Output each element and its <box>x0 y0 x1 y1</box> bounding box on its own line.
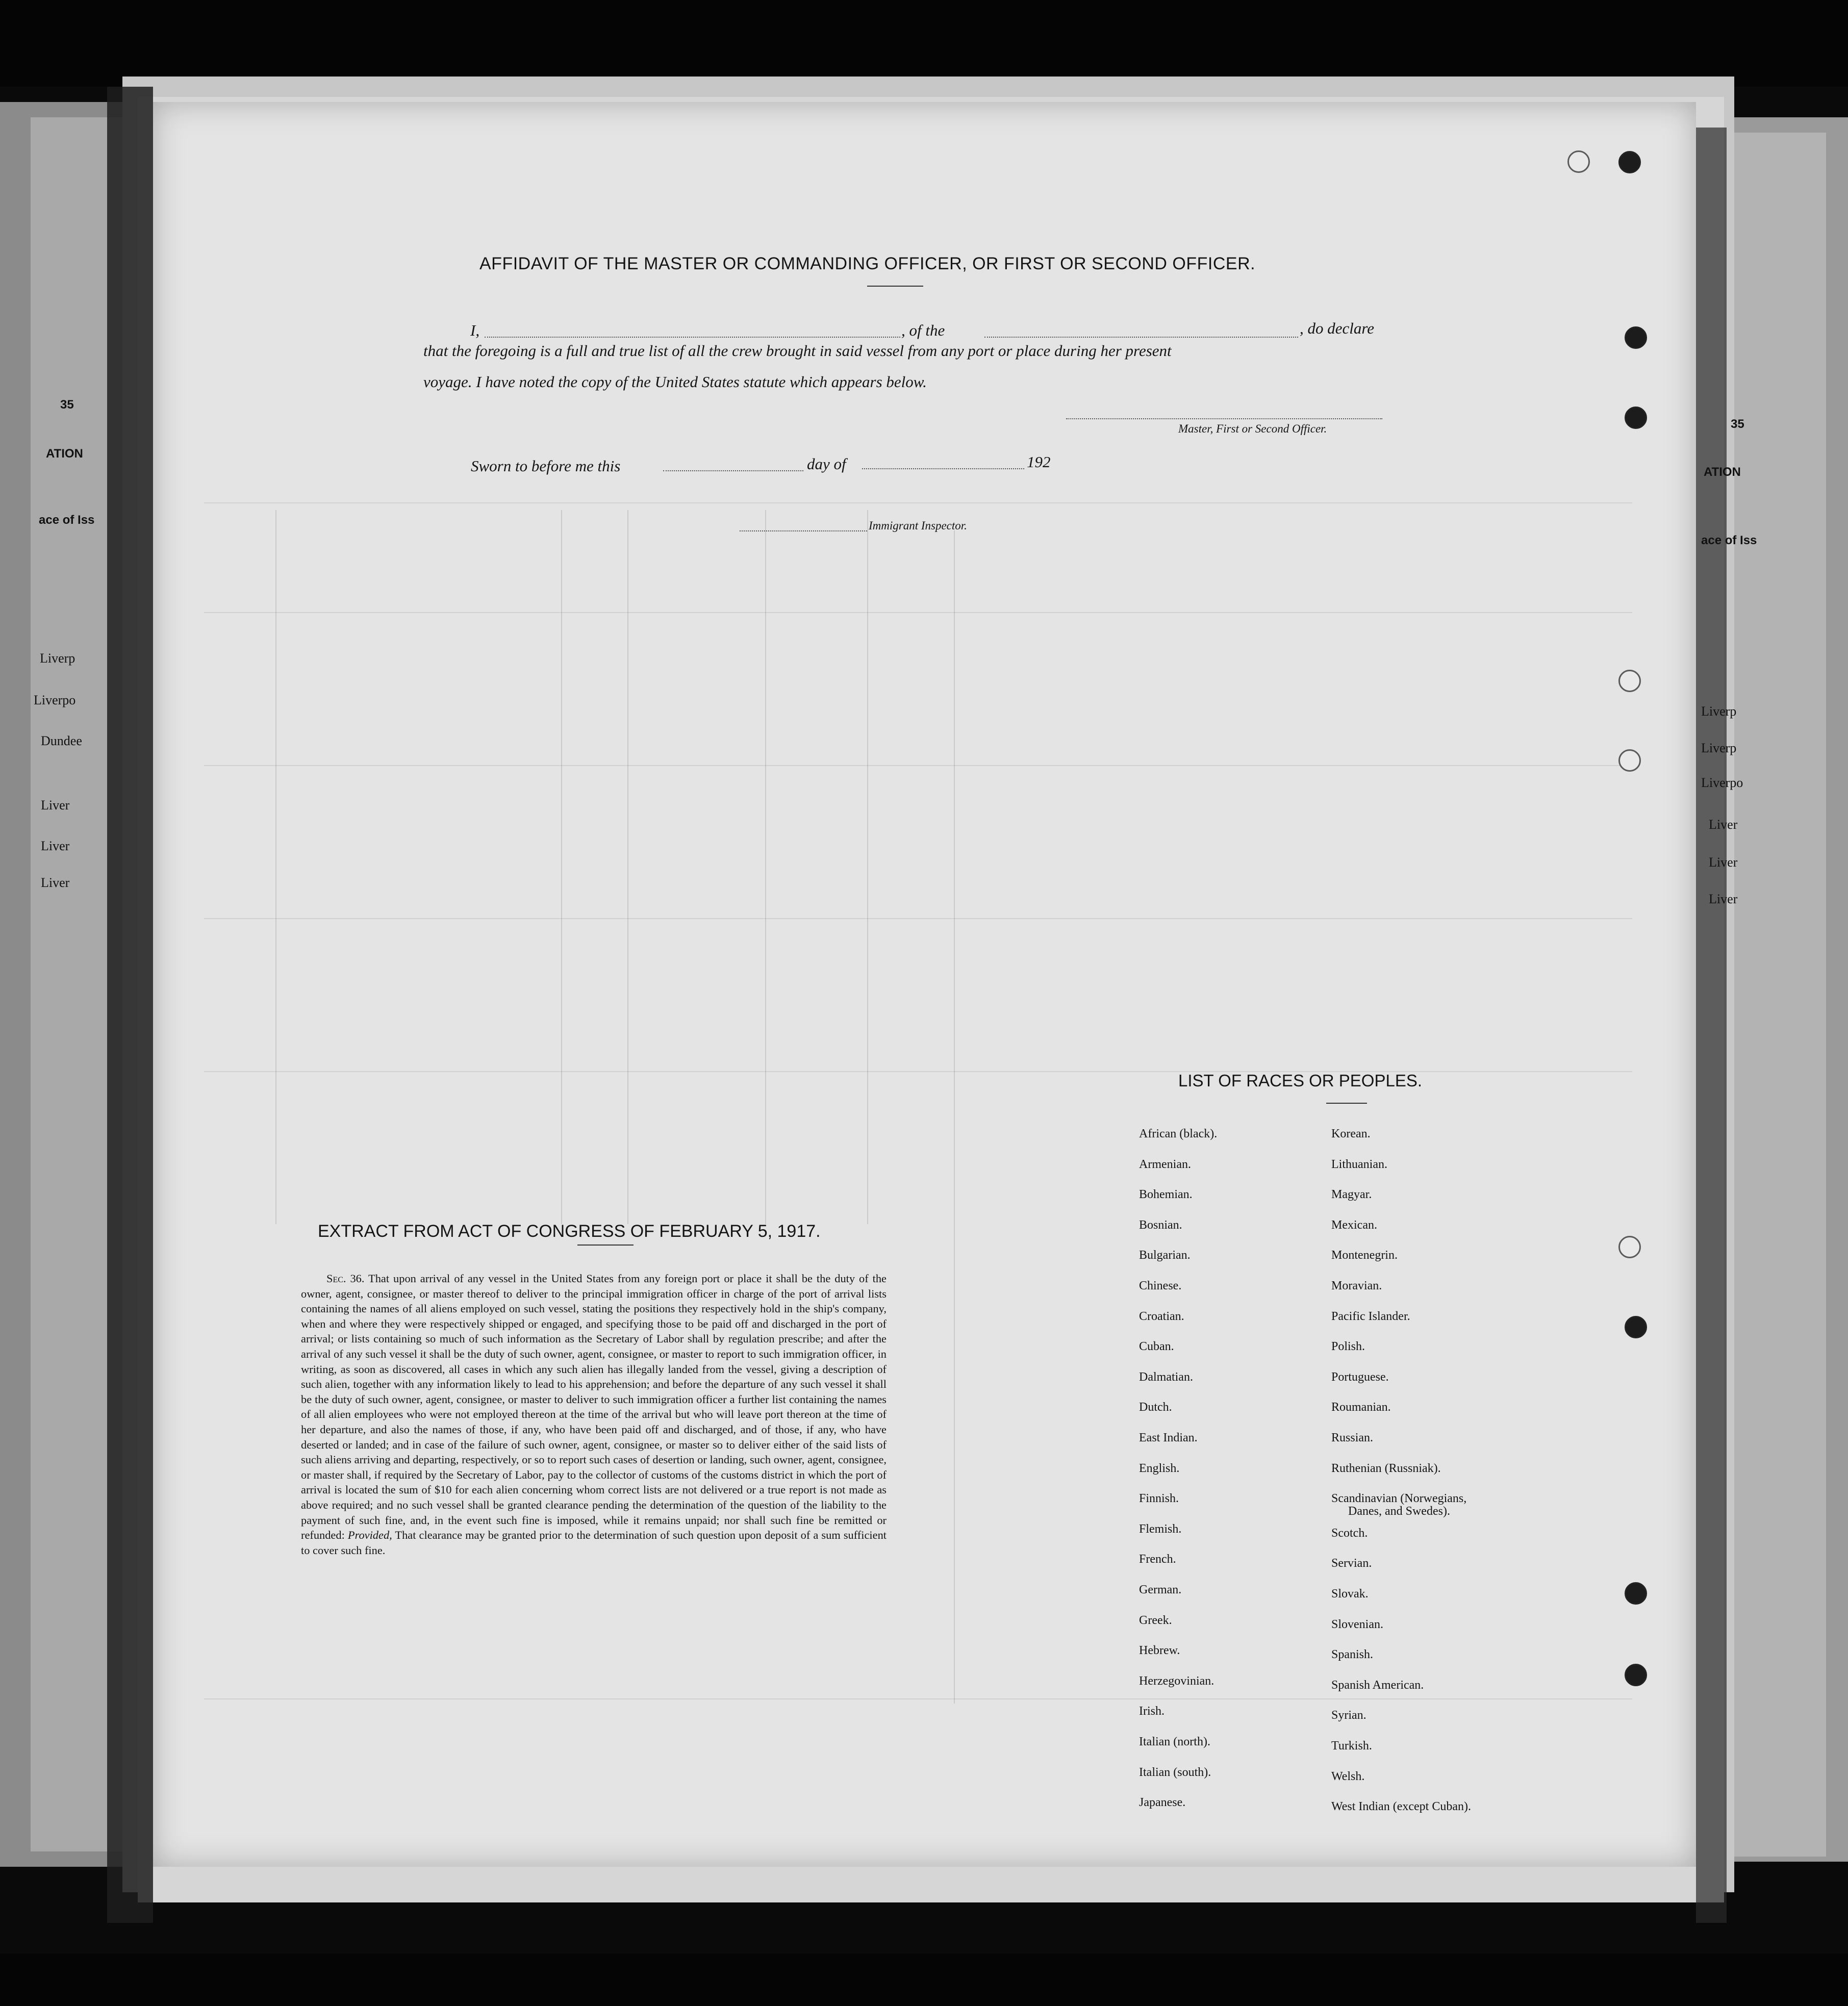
race-item: Slovenian. <box>1331 1617 1383 1631</box>
race-item: Hebrew. <box>1139 1644 1180 1658</box>
master-signature-label: Master, First or Second Officer. <box>1178 422 1327 435</box>
right-column-heading: ATION <box>1704 465 1741 479</box>
punch-hole <box>1625 407 1647 429</box>
left-place: Liverp <box>40 651 75 666</box>
race-item: Russian. <box>1331 1431 1374 1444</box>
punch-hole <box>1618 151 1641 173</box>
left-place: Liverpo <box>34 693 76 707</box>
punch-hole <box>1625 1316 1647 1338</box>
race-item: Italian (north). <box>1139 1735 1210 1748</box>
race-item: Italian (south). <box>1139 1765 1211 1779</box>
race-item: Magyar. <box>1331 1188 1372 1202</box>
race-item: Spanish. <box>1331 1648 1374 1662</box>
race-item: Moravian. <box>1331 1279 1382 1292</box>
race-item: French. <box>1139 1553 1176 1566</box>
affidavit-line-2: that the foregoing is a full and true list of all the crew brought in said vessel from any port or place during her present <box>423 342 1172 360</box>
race-item: African (black). <box>1139 1127 1218 1140</box>
ghost-column-line <box>867 510 868 1224</box>
race-continuation: Danes, and Swedes). <box>1348 1505 1450 1518</box>
races-title: LIST OF RACES OR PEOPLES. <box>1178 1071 1423 1090</box>
right-film-shadow <box>1696 128 1727 1923</box>
affidavit-i: I, <box>470 321 480 339</box>
race-item: Herzegovinian. <box>1139 1674 1214 1688</box>
race-item: Flemish. <box>1139 1522 1182 1536</box>
right-place: Liver <box>1709 817 1738 832</box>
race-item: East Indian. <box>1139 1431 1198 1444</box>
race-item: Montenegrin. <box>1331 1249 1398 1262</box>
race-item: Welsh. <box>1331 1769 1365 1783</box>
ghost-column-line <box>627 510 628 1224</box>
punch-hole <box>1625 1582 1647 1605</box>
right-place: Liver <box>1709 892 1738 906</box>
affidavit-of-the: , of the <box>901 321 945 339</box>
left-page-number: 35 <box>60 398 74 412</box>
sworn-day-blank <box>663 470 803 471</box>
race-item: Croatian. <box>1139 1309 1184 1323</box>
extract-title-underline <box>577 1245 634 1246</box>
master-signature-blank <box>1066 418 1382 419</box>
sworn-year: 192 <box>1027 453 1051 471</box>
race-item: Slovak. <box>1331 1587 1369 1601</box>
race-item: Bohemian. <box>1139 1188 1193 1202</box>
ghost-column-line <box>275 510 276 1224</box>
inspector-signature-blank <box>740 530 867 531</box>
right-column-subheading: ace of Iss <box>1701 534 1757 547</box>
ghost-row-line <box>204 1698 1632 1699</box>
manifest-back-page <box>153 102 1696 1867</box>
race-item: Cuban. <box>1139 1340 1174 1354</box>
sec-36-text <box>301 1271 887 1558</box>
race-item: Finnish. <box>1139 1492 1179 1506</box>
race-item: Greek. <box>1139 1613 1172 1627</box>
left-place: Liver <box>41 798 70 812</box>
affidavit-line-3: voyage. I have noted the copy of the United States statute which appears below. <box>423 373 927 391</box>
race-item: Polish. <box>1331 1340 1365 1354</box>
race-item: Armenian. <box>1139 1157 1191 1171</box>
punch-hole <box>1618 1236 1641 1258</box>
name-blank <box>485 337 900 338</box>
race-item: Ruthenian (Russniak). <box>1331 1461 1441 1475</box>
ghost-row-line <box>204 612 1632 613</box>
ghost-column-line <box>765 510 766 1224</box>
race-item: Servian. <box>1331 1557 1372 1570</box>
punch-hole <box>1567 150 1590 173</box>
scan-top-border <box>0 0 1848 87</box>
race-item: Mexican. <box>1331 1218 1377 1232</box>
race-item: Irish. <box>1139 1705 1165 1718</box>
left-film-shadow <box>107 87 153 1923</box>
right-place: Liverp <box>1701 741 1737 755</box>
race-item: Scandinavian (Norwegians, <box>1331 1492 1467 1506</box>
sworn-month-blank <box>862 468 1024 469</box>
left-place: Dundee <box>41 733 82 748</box>
race-item: Portuguese. <box>1331 1370 1389 1384</box>
ghost-row-line <box>204 502 1632 503</box>
ghost-row-line <box>204 918 1632 919</box>
sec-body-part-2: That clearance may be granted prior to the determination of such question upon deposit of a sum sufficient to cover such fine. <box>301 1529 887 1557</box>
sec-body-part-1: That upon arrival of any vessel in the United States from any foreign port or place it shall be the duty of the owner, agent, consignee, or master thereof to deliver to the principal immigration officer in charge of the port of arrival lists containing the names of all aliens employed on such vessel, stating the positions they respectively hold in the ship's company, when and where they were respectively shipped or engaged, and specifying those to be paid off and discharged in the port of arrival; or lists containing so much of such information as the Secretary of Labor shall by regulation prescribe; and after the arrival of any such vessel it shall be the duty of such owner, agent, consignee, or master to report to such immigration officer, in writing, as soon as discovered, all cases in which any such alien has illegally landed from the vessel, giving a description of such alien, together with any information likely to lead to his apprehension; and before the departure of any such vessel it shall be the duty of such owner, agent, consignee, or master to deliver to such immigration officer a further list containing the names of all alien employees who were not employed thereon at the time of the arrival but who will leave port thereon at the time of her departure, and also the names of those, if any, who have been paid off and discharged, and of those, if any, who have deserted or landed; and in case of the failure of such owner, agent, consignee, or master so to deliver either of the said lists of such aliens arriving and departing, respectively, or so to report such cases of desertion or landing, such owner, agent, consignee, or master shall, if required by the Secretary of Labor, pay to the collector of customs of the customs district in which the port of arrival is located the sum of $10 for each alien concerning whom correct lists are not delivered or a true report is not made as above required; and no such vessel shall be granted clearance pending the determination of the question of the liability to the payment of such fine, and, in the event such fine is imposed, while it remains unpaid; nor shall such fine be remitted or refunded: <box>301 1272 887 1542</box>
race-item: English. <box>1139 1461 1180 1475</box>
race-item: Chinese. <box>1139 1279 1182 1292</box>
punch-hole <box>1618 670 1641 692</box>
race-item: Lithuanian. <box>1331 1157 1387 1171</box>
race-item: Japanese. <box>1139 1796 1186 1810</box>
right-place: Liverpo <box>1701 775 1743 790</box>
left-place: Liver <box>41 875 70 890</box>
race-item: Scotch. <box>1331 1526 1368 1540</box>
affidavit-declare: , do declare <box>1300 319 1375 337</box>
punch-hole <box>1618 749 1641 772</box>
sworn-day-of: day of <box>807 455 846 473</box>
race-item: Bosnian. <box>1139 1218 1182 1232</box>
race-item: Spanish American. <box>1331 1678 1424 1692</box>
right-page-number: 35 <box>1731 417 1744 431</box>
left-column-heading: ATION <box>46 447 83 461</box>
scan-bottom-border <box>0 1953 1848 2006</box>
race-item: Korean. <box>1331 1127 1371 1140</box>
vessel-blank <box>984 337 1298 338</box>
races-title-underline <box>1326 1103 1367 1104</box>
race-item: German. <box>1139 1583 1182 1596</box>
punch-hole <box>1625 1664 1647 1686</box>
race-item: Pacific Islander. <box>1331 1309 1410 1323</box>
ghost-column-line <box>954 530 955 1704</box>
race-item: Dutch. <box>1139 1401 1172 1414</box>
sworn-text: Sworn to before me this <box>471 457 621 475</box>
title-underline <box>867 286 923 287</box>
race-item: Dalmatian. <box>1139 1370 1193 1384</box>
ghost-row-line <box>204 765 1632 766</box>
sec-provided: Provided, <box>347 1529 392 1542</box>
race-item: Roumanian. <box>1331 1401 1391 1414</box>
inspector-label: Immigrant Inspector. <box>869 519 967 532</box>
sec-label: Sec. 36. <box>326 1272 365 1285</box>
race-item: Turkish. <box>1331 1739 1372 1753</box>
ghost-column-line <box>561 510 562 1224</box>
left-place: Liver <box>41 839 70 853</box>
right-place: Liverp <box>1701 704 1737 719</box>
extract-title: EXTRACT FROM ACT OF CONGRESS OF FEBRUARY 5, 1917. <box>318 1222 821 1241</box>
affidavit-title: AFFIDAVIT OF THE MASTER OR COMMANDING OFFICER, OR FIRST OR SECOND OFFICER. <box>479 254 1256 273</box>
punch-hole <box>1625 326 1647 349</box>
right-place: Liver <box>1709 855 1738 870</box>
race-item: Syrian. <box>1331 1709 1366 1722</box>
race-item: Bulgarian. <box>1139 1249 1191 1262</box>
race-item: West Indian (except Cuban). <box>1331 1800 1471 1814</box>
left-column-subheading: ace of Iss <box>39 513 95 527</box>
